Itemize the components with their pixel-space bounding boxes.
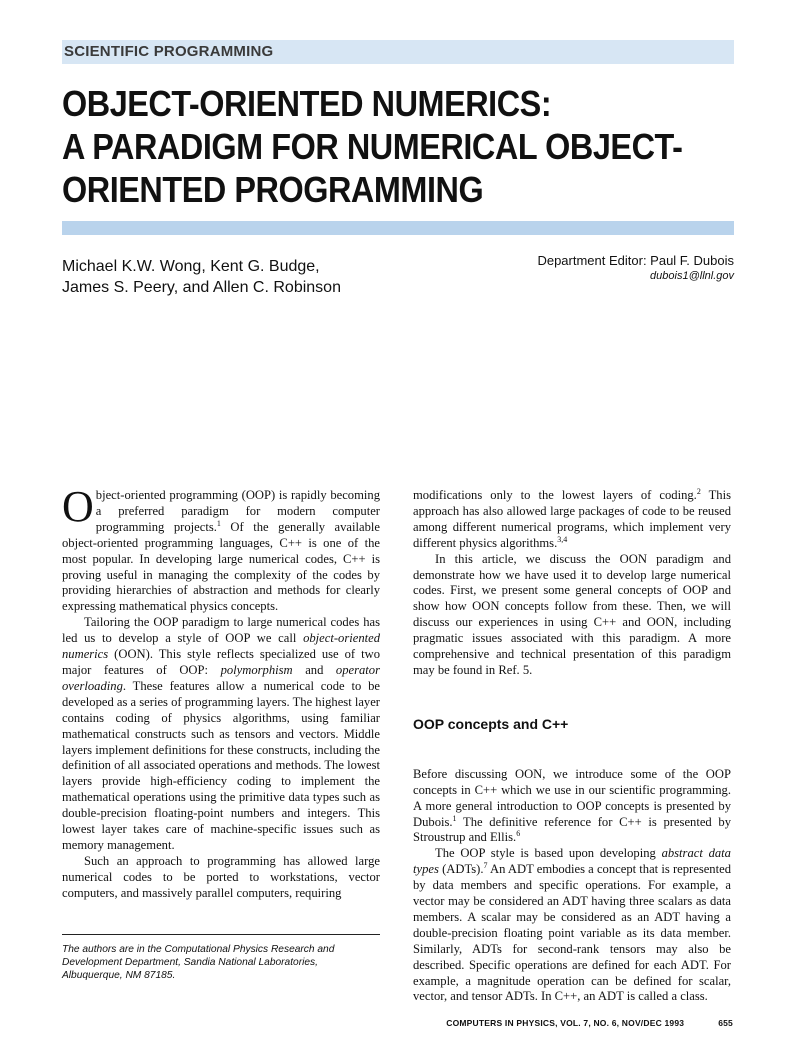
section-heading: OOP concepts and C++ (413, 715, 569, 732)
paragraph-article-overview: In this article, we discuss the OON paradigm and demonstrate how we have used it to develop large numerical codes. First, we present some general concepts of OOP and show how OON concepts follow from these. Then, we will discuss our experiences in using C++ and OON, including pragmatic issues associated with this paradigm. A more comprehensive and technical presentation of this paradigm may be found in Ref. 5. (413, 551, 731, 677)
paragraph-continued: modifications only to the lowest layers of coding.$^2$ This approach has also allowed large packages of code to be reused among different numerical programs, which implement very different physics algorithms.$^{3,4}$ (413, 486, 732, 550)
authors-line-1: Michael K.W. Wong, Kent G. Budge, (62, 258, 320, 275)
title-line-2: A PARADIGM FOR NUMERICAL OBJECT- (62, 126, 683, 167)
page-footer (446, 1018, 733, 1028)
paragraph-oop-intro: Before discussing OON, we introduce some of the OOP concepts in C++ which we use in our scientific programming. A more general introduction to OOP concepts is presented by Dubois.$^1$ The definitive reference for C++ is presented by Stroustrup and Ellis.$^6$ (413, 766, 731, 845)
title-rule-band (62, 221, 734, 235)
title-line-1: OBJECT-ORIENTED NUMERICS: (62, 83, 552, 124)
editor-email: dubois1@llnl.gov (650, 270, 734, 282)
left-column (62, 482, 381, 902)
author-list (62, 256, 392, 298)
authors-line-2: James S. Peery, and Allen C. Robinson (62, 279, 341, 296)
author-affiliation-footnote: The authors are in the Computational Physics Research and Development Department, Sandia National Laboratories, Albuquerque, NM 87185. (62, 944, 335, 981)
paragraph-intro: Object-oriented programming (OOP) is rapidly becoming a preferred paradigm for modern computer programming projects.$^1$ Of the generally available object-oriented programming languages, C++ is one of the most popular. In developing large numerical codes, C++ is proving useful in managing the complexity of the codes by providing hierarchies of abstraction and methods for clearly expressing mathematical physics concepts. (62, 482, 380, 614)
right-column (413, 488, 731, 1005)
editor-name: Department Editor: Paul F. Dubois (537, 253, 734, 268)
drop-cap: O (62, 482, 94, 531)
page-number: 655 (718, 1018, 733, 1028)
department-editor (537, 253, 734, 283)
paragraph-adt: The OOP style is based upon developing abstract data types (ADTs).$^7$ An ADT embodies a concept that is represented by data members and specific operations. For example, a vector may be considered an ADT having three scalars as data members. A scalar may be considered as an ADT having a double-precision floating point variable as its data member. Similarly, ADTs for second-rank tensors may also be described. Specific operations are defined for each ADT. For example, a magnitude operation can be defined for scalar, vector, and tensor ADTs. In C++, an ADT is called a class. (413, 846, 731, 1004)
section-label: SCIENTIFIC PROGRAMMING (64, 43, 274, 60)
journal-citation: COMPUTERS IN PHYSICS, VOL. 7, NO. 6, NOV/DEC 1993 (446, 1018, 685, 1028)
footnote-divider (62, 934, 380, 935)
paragraph-oon: Tailoring the OOP paradigm to large numerical codes has led us to develop a style of OOP we call object-oriented numerics (OON). This style reflects specialized use of two major features of OOP: polymorphism and operator overloading. These features allow a numerical code to be developed as a series of programming layers. The highest layer contains coding of physics algorithms, using familiar mathematical constructs such as tensors and vectors. Middle layers implement definitions for these constructs, including the definition of all associated operations and methods. The lowest layers provide high-efficiency coding to implement the mathematical operations using the primitive data types such as double-precision floating-point numbers and integers. This lowest layer takes care of machine-specific issues such as memory management. (62, 615, 381, 852)
title-line-3: ORIENTED PROGRAMMING (62, 169, 484, 210)
article-title (62, 82, 683, 211)
paragraph-porting: Such an approach to programming has allowed large numerical codes to be ported to workstations, vector computers, and massively parallel computers, requiring (62, 853, 380, 900)
